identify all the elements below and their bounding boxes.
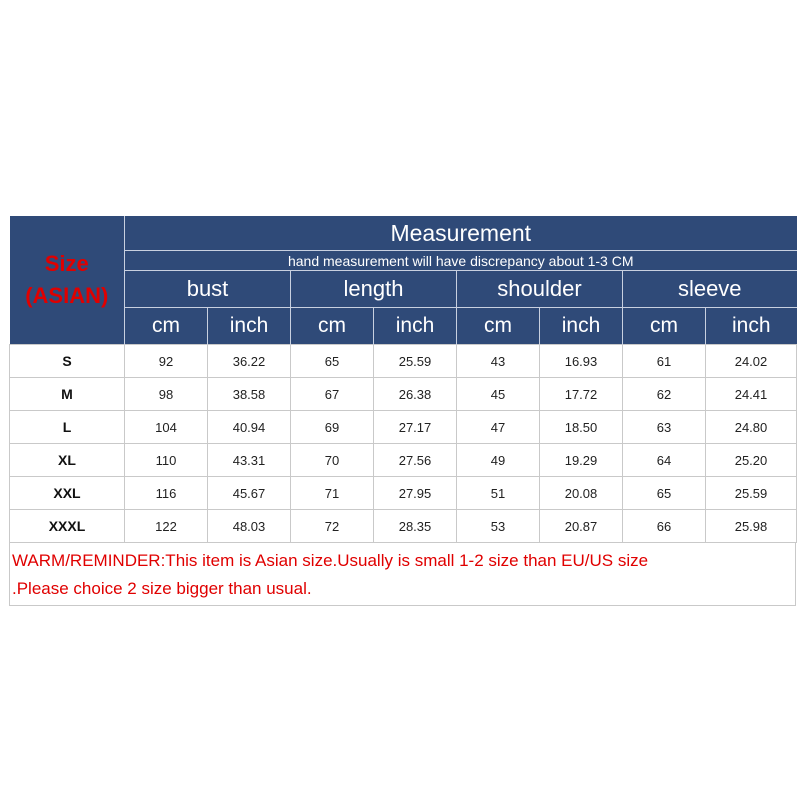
- size-cell: M: [10, 378, 125, 411]
- value-cell: 48.03: [208, 510, 291, 543]
- value-cell: 36.22: [208, 345, 291, 378]
- size-cell: XXL: [10, 477, 125, 510]
- table-row: [10, 444, 797, 477]
- table-row: [10, 345, 797, 378]
- value-cell: 20.87: [540, 510, 623, 543]
- value-cell: 67: [291, 378, 374, 411]
- value-cell: 110: [125, 444, 208, 477]
- warning-line-2: .Please choice 2 size bigger than usual.: [12, 579, 312, 598]
- value-cell: 63: [623, 411, 706, 444]
- size-header-sublabel: (ASIAN): [25, 283, 109, 308]
- value-cell: 69: [291, 411, 374, 444]
- value-cell: 66: [623, 510, 706, 543]
- unit-header: cm: [125, 308, 208, 345]
- size-cell: XL: [10, 444, 125, 477]
- value-cell: 28.35: [374, 510, 457, 543]
- value-cell: 27.17: [374, 411, 457, 444]
- value-cell: 72: [291, 510, 374, 543]
- size-cell: S: [10, 345, 125, 378]
- value-cell: 17.72: [540, 378, 623, 411]
- value-cell: 62: [623, 378, 706, 411]
- unit-header: inch: [208, 308, 291, 345]
- value-cell: 19.29: [540, 444, 623, 477]
- group-header-row: [10, 271, 797, 308]
- table-row: [10, 411, 797, 444]
- value-cell: 70: [291, 444, 374, 477]
- measurement-note: hand measurement will have discrepancy about 1-3 CM: [125, 251, 797, 271]
- size-header-label: Size: [44, 251, 89, 276]
- value-cell: 43.31: [208, 444, 291, 477]
- value-cell: 45.67: [208, 477, 291, 510]
- unit-header: cm: [457, 308, 540, 345]
- warning-line-1: WARM/REMINDER:This item is Asian size.Usually is small 1-2 size than EU/US size: [12, 551, 649, 570]
- group-header-bust: bust: [125, 271, 291, 308]
- value-cell: 40.94: [208, 411, 291, 444]
- group-header-length: length: [291, 271, 457, 308]
- size-cell: L: [10, 411, 125, 444]
- value-cell: 20.08: [540, 477, 623, 510]
- unit-header: cm: [623, 308, 706, 345]
- value-cell: 61: [623, 345, 706, 378]
- value-cell: 16.93: [540, 345, 623, 378]
- value-cell: 27.95: [374, 477, 457, 510]
- group-header-shoulder: shoulder: [457, 271, 623, 308]
- value-cell: 25.20: [706, 444, 797, 477]
- value-cell: 51: [457, 477, 540, 510]
- value-cell: 122: [125, 510, 208, 543]
- value-cell: 104: [125, 411, 208, 444]
- table-row: [10, 378, 797, 411]
- value-cell: 116: [125, 477, 208, 510]
- value-cell: 53: [457, 510, 540, 543]
- value-cell: 98: [125, 378, 208, 411]
- value-cell: 65: [623, 477, 706, 510]
- size-cell: XXXL: [10, 510, 125, 543]
- group-header-sleeve: sleeve: [623, 271, 797, 308]
- unit-header: inch: [540, 308, 623, 345]
- value-cell: 71: [291, 477, 374, 510]
- value-cell: 38.58: [208, 378, 291, 411]
- value-cell: 64: [623, 444, 706, 477]
- unit-header: cm: [291, 308, 374, 345]
- value-cell: 26.38: [374, 378, 457, 411]
- unit-header: inch: [374, 308, 457, 345]
- size-chart: [9, 216, 795, 606]
- table-row: [10, 477, 797, 510]
- value-cell: 24.80: [706, 411, 797, 444]
- value-cell: 25.59: [706, 477, 797, 510]
- value-cell: 24.41: [706, 378, 797, 411]
- value-cell: 24.02: [706, 345, 797, 378]
- table-row: [10, 510, 797, 543]
- unit-header: inch: [706, 308, 797, 345]
- value-cell: 47: [457, 411, 540, 444]
- value-cell: 25.59: [374, 345, 457, 378]
- size-header: [10, 216, 125, 345]
- size-table: [9, 216, 797, 543]
- value-cell: 27.56: [374, 444, 457, 477]
- size-warning: [9, 543, 796, 606]
- value-cell: 65: [291, 345, 374, 378]
- value-cell: 18.50: [540, 411, 623, 444]
- value-cell: 49: [457, 444, 540, 477]
- measurement-title: Measurement: [125, 216, 797, 251]
- value-cell: 92: [125, 345, 208, 378]
- value-cell: 43: [457, 345, 540, 378]
- unit-header-row: [10, 308, 797, 345]
- value-cell: 45: [457, 378, 540, 411]
- value-cell: 25.98: [706, 510, 797, 543]
